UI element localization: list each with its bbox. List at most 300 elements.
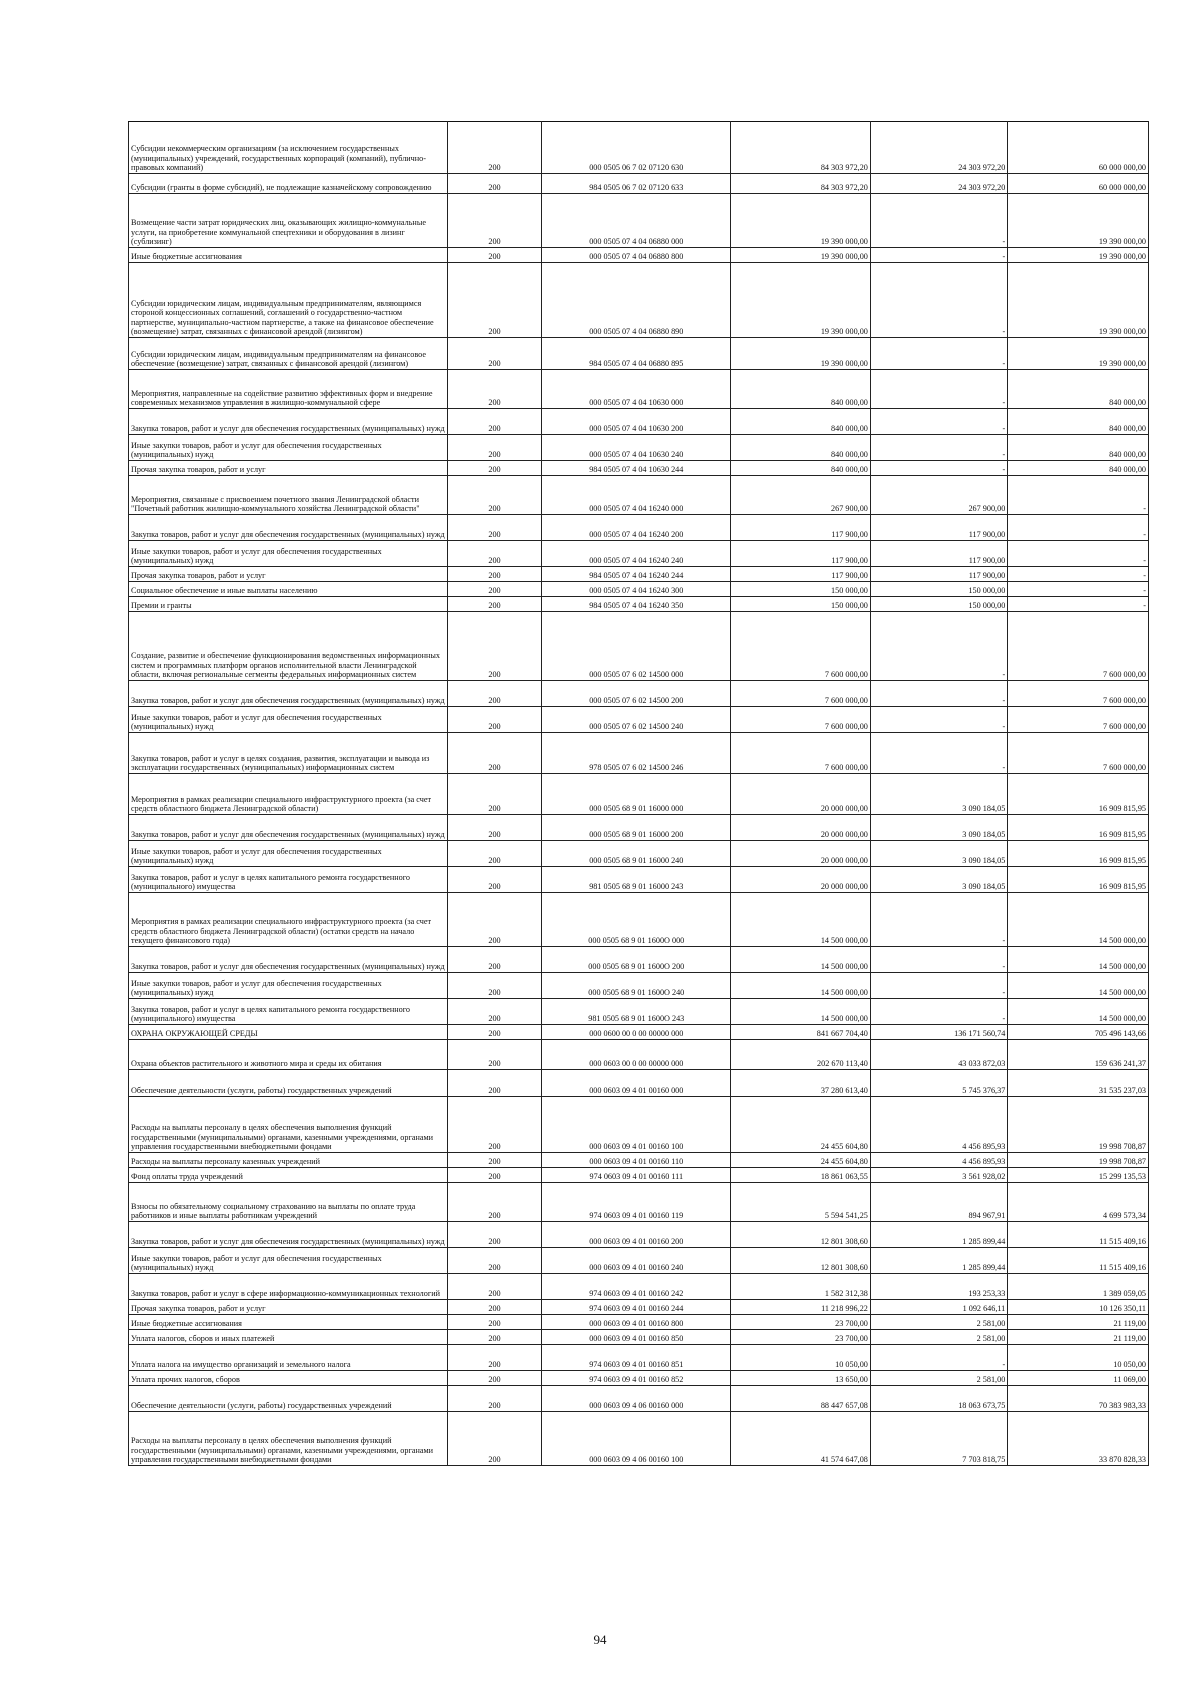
- table-row: [129, 1300, 1149, 1315]
- budget-code: 000 0505 07 6 02 14500 200: [542, 681, 731, 707]
- approved-amount: 840 000,00: [731, 435, 871, 461]
- line-code: 200: [447, 476, 542, 515]
- budget-code: 981 0505 68 9 01 16000 243: [542, 867, 731, 893]
- approved-amount: 19 390 000,00: [731, 248, 871, 263]
- approved-amount: 24 455 604,80: [731, 1153, 871, 1168]
- table-row: [129, 338, 1149, 370]
- line-code: 200: [447, 263, 542, 338]
- row-name: Прочая закупка товаров, работ и услуг: [129, 1300, 448, 1315]
- table-row: [129, 1153, 1149, 1168]
- approved-amount: 41 574 647,08: [731, 1412, 871, 1466]
- row-name: Закупка товаров, работ и услуг для обеспечения государственных (муниципальных) нужд: [129, 681, 448, 707]
- budget-code: 000 0505 68 9 01 16000 240: [542, 841, 731, 867]
- row-name: Расходы на выплаты персоналу в целях обеспечения выполнения функций государственными (муниципальными) органами, казенными учреждениями, органами управления государственными внебюджетными фондами: [129, 1097, 448, 1153]
- row-name: Иные закупки товаров, работ и услуг для обеспечения государственных (муниципальных) нужд: [129, 541, 448, 567]
- line-code: 200: [447, 1386, 542, 1412]
- approved-amount: 24 455 604,80: [731, 1097, 871, 1153]
- unexecuted-amount: 19 998 708,87: [1008, 1153, 1149, 1168]
- line-code: 200: [447, 681, 542, 707]
- table-row: [129, 122, 1149, 174]
- table-row: [129, 1412, 1149, 1466]
- budget-code: 000 0505 07 4 04 16240 240: [542, 541, 731, 567]
- budget-code: 000 0603 09 4 06 00160 000: [542, 1386, 731, 1412]
- table-row: [129, 1248, 1149, 1274]
- approved-amount: 7 600 000,00: [731, 733, 871, 774]
- unexecuted-amount: 10 050,00: [1008, 1345, 1149, 1371]
- executed-amount: 136 171 560,74: [870, 1025, 1007, 1040]
- budget-code: 000 0505 68 9 01 1600O 000: [542, 893, 731, 947]
- approved-amount: 840 000,00: [731, 370, 871, 409]
- table-row: [129, 370, 1149, 409]
- approved-amount: 117 900,00: [731, 567, 871, 582]
- approved-amount: 840 000,00: [731, 409, 871, 435]
- unexecuted-amount: 159 636 241,37: [1008, 1040, 1149, 1070]
- table-row: [129, 174, 1149, 194]
- executed-amount: 7 703 818,75: [870, 1412, 1007, 1466]
- page-number: 94: [593, 1632, 607, 1647]
- line-code: 200: [447, 867, 542, 893]
- row-name: Иные закупки товаров, работ и услуг для обеспечения государственных (муниципальных) нужд: [129, 435, 448, 461]
- unexecuted-amount: 19 390 000,00: [1008, 338, 1149, 370]
- budget-code: 974 0603 09 4 01 00160 852: [542, 1371, 731, 1386]
- unexecuted-amount: 7 600 000,00: [1008, 707, 1149, 733]
- unexecuted-amount: 7 600 000,00: [1008, 733, 1149, 774]
- executed-amount: 5 745 376,37: [870, 1070, 1007, 1097]
- table-row: [129, 841, 1149, 867]
- table-row: [129, 1040, 1149, 1070]
- line-code: 200: [447, 515, 542, 541]
- executed-amount: -: [870, 409, 1007, 435]
- budget-code: 974 0603 09 4 01 00160 111: [542, 1168, 731, 1183]
- approved-amount: 7 600 000,00: [731, 612, 871, 681]
- unexecuted-amount: 19 998 708,87: [1008, 1097, 1149, 1153]
- unexecuted-amount: -: [1008, 476, 1149, 515]
- budget-code: 000 0505 07 4 04 10630 240: [542, 435, 731, 461]
- table-row: [129, 435, 1149, 461]
- unexecuted-amount: 31 535 237,03: [1008, 1070, 1149, 1097]
- budget-code: 000 0505 68 9 01 1600O 240: [542, 973, 731, 999]
- budget-code: 000 0505 07 4 04 10630 200: [542, 409, 731, 435]
- approved-amount: 18 861 063,55: [731, 1168, 871, 1183]
- approved-amount: 88 447 657,08: [731, 1386, 871, 1412]
- executed-amount: 3 090 184,05: [870, 815, 1007, 841]
- executed-amount: -: [870, 248, 1007, 263]
- approved-amount: 14 500 000,00: [731, 973, 871, 999]
- unexecuted-amount: -: [1008, 515, 1149, 541]
- table-row: [129, 461, 1149, 476]
- row-name: Возмещение части затрат юридических лиц, оказывающих жилищно-коммунальные услуги, на приобретение коммунальной спецтехники и оборудования в лизинг (сублизинг): [129, 194, 448, 248]
- row-name: Обеспечение деятельности (услуги, работы) государственных учреждений: [129, 1070, 448, 1097]
- table-row: [129, 567, 1149, 582]
- table-row: [129, 815, 1149, 841]
- line-code: 200: [447, 1371, 542, 1386]
- budget-code: 000 0603 09 4 01 00160 000: [542, 1070, 731, 1097]
- unexecuted-amount: 14 500 000,00: [1008, 893, 1149, 947]
- budget-code: 000 0603 00 0 00 00000 000: [542, 1040, 731, 1070]
- executed-amount: -: [870, 612, 1007, 681]
- budget-code: 984 0505 07 4 04 06880 895: [542, 338, 731, 370]
- unexecuted-amount: -: [1008, 582, 1149, 597]
- line-code: 200: [447, 435, 542, 461]
- unexecuted-amount: -: [1008, 597, 1149, 612]
- row-name: Мероприятия в рамках реализации специального инфраструктурного проекта (за счет средств областного бюджета Ленинградской области): [129, 774, 448, 815]
- unexecuted-amount: 11 515 409,16: [1008, 1248, 1149, 1274]
- executed-amount: -: [870, 681, 1007, 707]
- executed-amount: 4 456 895,93: [870, 1153, 1007, 1168]
- executed-amount: 3 561 928,02: [870, 1168, 1007, 1183]
- table-row: [129, 733, 1149, 774]
- executed-amount: -: [870, 263, 1007, 338]
- budget-code: 000 0505 07 4 04 06880 890: [542, 263, 731, 338]
- approved-amount: 20 000 000,00: [731, 815, 871, 841]
- line-code: 200: [447, 999, 542, 1025]
- table-row: [129, 973, 1149, 999]
- line-code: 200: [447, 841, 542, 867]
- approved-amount: 20 000 000,00: [731, 841, 871, 867]
- unexecuted-amount: 7 600 000,00: [1008, 612, 1149, 681]
- row-name: Иные закупки товаров, работ и услуг для обеспечения государственных (муниципальных) нужд: [129, 1248, 448, 1274]
- unexecuted-amount: -: [1008, 567, 1149, 582]
- budget-code: 984 0505 07 4 04 10630 244: [542, 461, 731, 476]
- row-name: Уплата налога на имущество организаций и земельного налога: [129, 1345, 448, 1371]
- unexecuted-amount: 16 909 815,95: [1008, 841, 1149, 867]
- line-code: 200: [447, 597, 542, 612]
- table-row: [129, 194, 1149, 248]
- unexecuted-amount: 60 000 000,00: [1008, 174, 1149, 194]
- line-code: 200: [447, 122, 542, 174]
- executed-amount: -: [870, 999, 1007, 1025]
- budget-code: 000 0603 09 4 01 00160 110: [542, 1153, 731, 1168]
- line-code: 200: [447, 1315, 542, 1330]
- unexecuted-amount: 33 870 828,33: [1008, 1412, 1149, 1466]
- row-name: Иные закупки товаров, работ и услуг для обеспечения государственных (муниципальных) нужд: [129, 707, 448, 733]
- executed-amount: -: [870, 947, 1007, 973]
- budget-code: 000 0505 07 4 04 16240 300: [542, 582, 731, 597]
- table-row: [129, 707, 1149, 733]
- approved-amount: 20 000 000,00: [731, 867, 871, 893]
- unexecuted-amount: 14 500 000,00: [1008, 947, 1149, 973]
- budget-table: [128, 121, 1149, 1466]
- row-name: Мероприятия, направленные на содействие развитию эффективных форм и внедрение современных механизмов управления в жилищно-коммунальной сфере: [129, 370, 448, 409]
- budget-code: 984 0505 06 7 02 07120 633: [542, 174, 731, 194]
- unexecuted-amount: 4 699 573,34: [1008, 1183, 1149, 1222]
- row-name: Субсидии юридическим лицам, индивидуальным предпринимателям на финансовое обеспечение (возмещение) затрат, связанных с финансовой арендой (лизингом): [129, 338, 448, 370]
- row-name: Закупка товаров, работ и услуг в целях капитального ремонта государственного (муниципального) имущества: [129, 867, 448, 893]
- executed-amount: -: [870, 973, 1007, 999]
- line-code: 200: [447, 1345, 542, 1371]
- table-row: [129, 1330, 1149, 1345]
- table-row: [129, 1274, 1149, 1300]
- budget-code: 974 0603 09 4 01 00160 851: [542, 1345, 731, 1371]
- unexecuted-amount: 19 390 000,00: [1008, 248, 1149, 263]
- line-code: 200: [447, 1097, 542, 1153]
- table-row: [129, 999, 1149, 1025]
- approved-amount: 150 000,00: [731, 582, 871, 597]
- line-code: 200: [447, 541, 542, 567]
- table-row: [129, 515, 1149, 541]
- table-row: [129, 582, 1149, 597]
- row-name: Закупка товаров, работ и услуг в сфере информационно-коммуникационных технологий: [129, 1274, 448, 1300]
- executed-amount: 2 581,00: [870, 1371, 1007, 1386]
- table-row: [129, 612, 1149, 681]
- executed-amount: -: [870, 435, 1007, 461]
- approved-amount: 202 670 113,40: [731, 1040, 871, 1070]
- executed-amount: 2 581,00: [870, 1315, 1007, 1330]
- executed-amount: 117 900,00: [870, 567, 1007, 582]
- approved-amount: 84 303 972,20: [731, 122, 871, 174]
- approved-amount: 14 500 000,00: [731, 893, 871, 947]
- table-row: [129, 1345, 1149, 1371]
- line-code: 200: [447, 733, 542, 774]
- table-row: [129, 1315, 1149, 1330]
- executed-amount: -: [870, 893, 1007, 947]
- unexecuted-amount: 21 119,00: [1008, 1330, 1149, 1345]
- row-name: Взносы по обязательному социальному страхованию на выплаты по оплате труда работников и иные выплаты работникам учреждений: [129, 1183, 448, 1222]
- approved-amount: 13 650,00: [731, 1371, 871, 1386]
- unexecuted-amount: 840 000,00: [1008, 370, 1149, 409]
- line-code: 200: [447, 947, 542, 973]
- row-name: Закупка товаров, работ и услуг для обеспечения государственных (муниципальных) нужд: [129, 409, 448, 435]
- unexecuted-amount: 10 126 350,11: [1008, 1300, 1149, 1315]
- table-row: [129, 541, 1149, 567]
- line-code: 200: [447, 612, 542, 681]
- executed-amount: 2 581,00: [870, 1330, 1007, 1345]
- approved-amount: 14 500 000,00: [731, 999, 871, 1025]
- executed-amount: 267 900,00: [870, 476, 1007, 515]
- line-code: 200: [447, 1300, 542, 1315]
- executed-amount: 150 000,00: [870, 582, 1007, 597]
- budget-sheet: [128, 121, 1149, 1466]
- approved-amount: 19 390 000,00: [731, 194, 871, 248]
- table-row: [129, 409, 1149, 435]
- budget-code: 974 0603 09 4 01 00160 244: [542, 1300, 731, 1315]
- table-row: [129, 893, 1149, 947]
- line-code: 200: [447, 1274, 542, 1300]
- line-code: 200: [447, 893, 542, 947]
- line-code: 200: [447, 1412, 542, 1466]
- approved-amount: 12 801 308,60: [731, 1222, 871, 1248]
- row-name: Расходы на выплаты персоналу в целях обеспечения выполнения функций государственными (муниципальными) органами, казенными учреждениями, органами управления государственными внебюджетными фондами: [129, 1412, 448, 1466]
- executed-amount: 24 303 972,20: [870, 122, 1007, 174]
- budget-code: 000 0505 68 9 01 16000 200: [542, 815, 731, 841]
- line-code: 200: [447, 248, 542, 263]
- budget-code: 000 0505 07 4 04 06880 000: [542, 194, 731, 248]
- executed-amount: 3 090 184,05: [870, 841, 1007, 867]
- line-code: 200: [447, 774, 542, 815]
- budget-code: 000 0603 09 4 01 00160 240: [542, 1248, 731, 1274]
- row-name: Субсидии некоммерческим организациям (за исключением государственных (муниципальных) учреждений, государственных корпораций (компаний), публично-правовых компаний): [129, 122, 448, 174]
- budget-code: 000 0505 07 6 02 14500 240: [542, 707, 731, 733]
- unexecuted-amount: 11 515 409,16: [1008, 1222, 1149, 1248]
- approved-amount: 12 801 308,60: [731, 1248, 871, 1274]
- row-name: Субсидии юридическим лицам, индивидуальным предпринимателям, являющимся стороной концессионных соглашений, соглашений о государственно-частном партнерстве, муниципально-частном партнерстве, а также на финансовое обеспечение (возмещение) затрат, связанных с финансовой арендой (лизингом): [129, 263, 448, 338]
- budget-code: 000 0505 07 4 04 16240 200: [542, 515, 731, 541]
- row-name: Закупка товаров, работ и услуг для обеспечения государственных (муниципальных) нужд: [129, 1222, 448, 1248]
- table-row: [129, 1371, 1149, 1386]
- table-row: [129, 1222, 1149, 1248]
- approved-amount: 117 900,00: [731, 515, 871, 541]
- line-code: 200: [447, 707, 542, 733]
- executed-amount: -: [870, 338, 1007, 370]
- line-code: 200: [447, 582, 542, 597]
- executed-amount: 1 092 646,11: [870, 1300, 1007, 1315]
- executed-amount: -: [870, 733, 1007, 774]
- executed-amount: 4 456 895,93: [870, 1097, 1007, 1153]
- row-name: Уплата налогов, сборов и иных платежей: [129, 1330, 448, 1345]
- budget-code: 000 0505 68 9 01 1600O 200: [542, 947, 731, 973]
- executed-amount: 117 900,00: [870, 515, 1007, 541]
- line-code: 200: [447, 1168, 542, 1183]
- executed-amount: -: [870, 194, 1007, 248]
- executed-amount: 18 063 673,75: [870, 1386, 1007, 1412]
- budget-code: 000 0603 09 4 06 00160 100: [542, 1412, 731, 1466]
- executed-amount: -: [870, 1345, 1007, 1371]
- row-name: Закупка товаров, работ и услуг для обеспечения государственных (муниципальных) нужд: [129, 515, 448, 541]
- executed-amount: 24 303 972,20: [870, 174, 1007, 194]
- unexecuted-amount: 14 500 000,00: [1008, 999, 1149, 1025]
- table-row: [129, 597, 1149, 612]
- unexecuted-amount: 16 909 815,95: [1008, 774, 1149, 815]
- unexecuted-amount: 14 500 000,00: [1008, 973, 1149, 999]
- approved-amount: 19 390 000,00: [731, 263, 871, 338]
- line-code: 200: [447, 567, 542, 582]
- row-name: Мероприятия в рамках реализации специального инфраструктурного проекта (за счет средств областного бюджета Ленинградской области) (остатки средств на начало текущего финансового года): [129, 893, 448, 947]
- unexecuted-amount: 15 299 135,53: [1008, 1168, 1149, 1183]
- approved-amount: 37 280 613,40: [731, 1070, 871, 1097]
- row-name: Мероприятия, связанные с присвоением почетного звания Ленинградской области "Почетный работник жилищно-коммунального хозяйства Ленинградской области": [129, 476, 448, 515]
- approved-amount: 150 000,00: [731, 597, 871, 612]
- budget-code: 000 0600 00 0 00 00000 000: [542, 1025, 731, 1040]
- approved-amount: 20 000 000,00: [731, 774, 871, 815]
- unexecuted-amount: -: [1008, 541, 1149, 567]
- line-code: 200: [447, 174, 542, 194]
- unexecuted-amount: 7 600 000,00: [1008, 681, 1149, 707]
- row-name: Иные закупки товаров, работ и услуг для обеспечения государственных (муниципальных) нужд: [129, 841, 448, 867]
- line-code: 200: [447, 409, 542, 435]
- table-row: [129, 867, 1149, 893]
- table-row: [129, 248, 1149, 263]
- table-row: [129, 1070, 1149, 1097]
- budget-table-body: [129, 122, 1149, 1466]
- unexecuted-amount: 16 909 815,95: [1008, 815, 1149, 841]
- row-name: Закупка товаров, работ и услуг для обеспечения государственных (муниципальных) нужд: [129, 947, 448, 973]
- approved-amount: 117 900,00: [731, 541, 871, 567]
- unexecuted-amount: 60 000 000,00: [1008, 122, 1149, 174]
- unexecuted-amount: 21 119,00: [1008, 1315, 1149, 1330]
- unexecuted-amount: 19 390 000,00: [1008, 263, 1149, 338]
- line-code: 200: [447, 1222, 542, 1248]
- executed-amount: 1 285 899,44: [870, 1222, 1007, 1248]
- table-row: [129, 947, 1149, 973]
- budget-code: 974 0603 09 4 01 00160 119: [542, 1183, 731, 1222]
- unexecuted-amount: 1 389 059,05: [1008, 1274, 1149, 1300]
- approved-amount: 23 700,00: [731, 1315, 871, 1330]
- row-name: Социальное обеспечение и иные выплаты населению: [129, 582, 448, 597]
- unexecuted-amount: 19 390 000,00: [1008, 194, 1149, 248]
- row-name: Создание, развитие и обеспечение функционирования ведомственных информационных систем и программных платформ органов исполнительной власти Ленинградской области, включая региональные сегменты федеральных информационных систем: [129, 612, 448, 681]
- approved-amount: 11 218 996,22: [731, 1300, 871, 1315]
- budget-code: 000 0603 09 4 01 00160 850: [542, 1330, 731, 1345]
- unexecuted-amount: 840 000,00: [1008, 409, 1149, 435]
- row-name: Субсидии (гранты в форме субсидий), не подлежащие казначейскому сопровождению: [129, 174, 448, 194]
- line-code: 200: [447, 1330, 542, 1345]
- line-code: 200: [447, 1153, 542, 1168]
- table-row: [129, 1183, 1149, 1222]
- budget-code: 000 0505 06 7 02 07120 630: [542, 122, 731, 174]
- budget-code: 981 0505 68 9 01 1600O 243: [542, 999, 731, 1025]
- executed-amount: 1 285 899,44: [870, 1248, 1007, 1274]
- row-name: Закупка товаров, работ и услуг в целях капитального ремонта государственного (муниципального) имущества: [129, 999, 448, 1025]
- line-code: 200: [447, 1070, 542, 1097]
- budget-code: 984 0505 07 4 04 16240 244: [542, 567, 731, 582]
- row-name: Премии и гранты: [129, 597, 448, 612]
- budget-code: 000 0505 68 9 01 16000 000: [542, 774, 731, 815]
- table-row: [129, 681, 1149, 707]
- approved-amount: 10 050,00: [731, 1345, 871, 1371]
- row-name: Обеспечение деятельности (услуги, работы) государственных учреждений: [129, 1386, 448, 1412]
- unexecuted-amount: 11 069,00: [1008, 1371, 1149, 1386]
- budget-code: 978 0505 07 6 02 14500 246: [542, 733, 731, 774]
- table-row: [129, 263, 1149, 338]
- line-code: 200: [447, 973, 542, 999]
- executed-amount: 117 900,00: [870, 541, 1007, 567]
- approved-amount: 23 700,00: [731, 1330, 871, 1345]
- row-name: Прочая закупка товаров, работ и услуг: [129, 461, 448, 476]
- line-code: 200: [447, 461, 542, 476]
- table-row: [129, 1097, 1149, 1153]
- budget-code: 000 0603 09 4 01 00160 800: [542, 1315, 731, 1330]
- row-name: Прочая закупка товаров, работ и услуг: [129, 567, 448, 582]
- line-code: 200: [447, 1025, 542, 1040]
- executed-amount: 193 253,33: [870, 1274, 1007, 1300]
- approved-amount: 1 582 312,38: [731, 1274, 871, 1300]
- budget-code: 984 0505 07 4 04 16240 350: [542, 597, 731, 612]
- approved-amount: 14 500 000,00: [731, 947, 871, 973]
- executed-amount: -: [870, 461, 1007, 476]
- budget-code: 974 0603 09 4 01 00160 242: [542, 1274, 731, 1300]
- row-name: Охрана объектов растительного и животного мира и среды их обитания: [129, 1040, 448, 1070]
- approved-amount: 84 303 972,20: [731, 174, 871, 194]
- row-name: Фонд оплаты труда учреждений: [129, 1168, 448, 1183]
- budget-code: 000 0603 09 4 01 00160 100: [542, 1097, 731, 1153]
- row-name: Закупка товаров, работ и услуг в целях создания, развития, эксплуатации и вывода из эксплуатации государственных (муниципальных) информационных систем: [129, 733, 448, 774]
- approved-amount: 7 600 000,00: [731, 707, 871, 733]
- line-code: 200: [447, 815, 542, 841]
- row-name: Уплата прочих налогов, сборов: [129, 1371, 448, 1386]
- budget-code: 000 0505 07 4 04 10630 000: [542, 370, 731, 409]
- row-name: Иные бюджетные ассигнования: [129, 248, 448, 263]
- line-code: 200: [447, 338, 542, 370]
- executed-amount: 3 090 184,05: [870, 774, 1007, 815]
- executed-amount: -: [870, 707, 1007, 733]
- approved-amount: 841 667 704,40: [731, 1025, 871, 1040]
- row-name: Иные бюджетные ассигнования: [129, 1315, 448, 1330]
- budget-code: 000 0505 07 6 02 14500 000: [542, 612, 731, 681]
- budget-code: 000 0505 07 4 04 06880 800: [542, 248, 731, 263]
- table-row: [129, 476, 1149, 515]
- approved-amount: 19 390 000,00: [731, 338, 871, 370]
- line-code: 200: [447, 370, 542, 409]
- unexecuted-amount: 70 383 983,33: [1008, 1386, 1149, 1412]
- budget-code: 000 0505 07 4 04 16240 000: [542, 476, 731, 515]
- line-code: 200: [447, 1248, 542, 1274]
- table-row: [129, 774, 1149, 815]
- executed-amount: -: [870, 370, 1007, 409]
- unexecuted-amount: 840 000,00: [1008, 435, 1149, 461]
- unexecuted-amount: 705 496 143,66: [1008, 1025, 1149, 1040]
- row-name: Закупка товаров, работ и услуг для обеспечения государственных (муниципальных) нужд: [129, 815, 448, 841]
- row-name: Иные закупки товаров, работ и услуг для обеспечения государственных (муниципальных) нужд: [129, 973, 448, 999]
